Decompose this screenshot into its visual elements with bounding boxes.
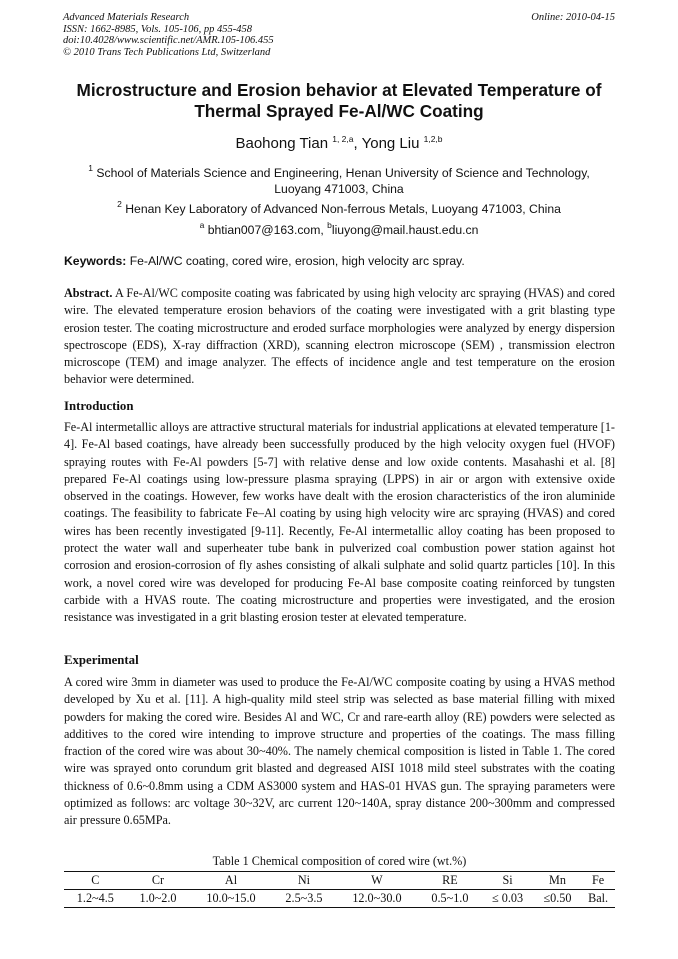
- abstract-label: Abstract.: [64, 286, 113, 300]
- table-row: [64, 890, 615, 908]
- author-2-name: Yong Liu: [361, 135, 420, 152]
- experimental-heading: Experimental: [64, 653, 139, 667]
- table-cell: Bal.: [588, 891, 609, 905]
- table-1-caption: Table 1 Chemical composition of cored wire (wt.%): [212, 854, 467, 868]
- chemical-composition-table: [64, 871, 615, 908]
- table-header-cell: Si: [502, 873, 513, 887]
- table-header-cell: Cr: [151, 873, 165, 887]
- email-b-marker: b: [327, 220, 332, 230]
- email-line: [40, 217, 638, 238]
- table-cell: 0.5~1.0: [431, 891, 469, 905]
- email-a[interactable]: bhtian007@163.com,: [207, 223, 328, 237]
- keywords: [64, 254, 615, 268]
- online-date: Online: 2010-04-15: [531, 12, 615, 23]
- table-cell: 1.0~2.0: [139, 891, 177, 905]
- keywords-label: Keywords:: [64, 254, 127, 268]
- issn-line: ISSN: 1662-8985, Vols. 105-106, pp 455-458: [63, 23, 252, 35]
- table-header-cell: Mn: [549, 873, 566, 887]
- affiliation-2: [40, 196, 638, 217]
- author-1-name: Baohong Tian: [235, 135, 329, 152]
- table-header-cell: Al: [224, 873, 238, 887]
- journal-header: [63, 12, 615, 58]
- table-header-row: [64, 872, 615, 890]
- author-separator: ,: [353, 135, 362, 152]
- affiliation-2-marker: 2: [117, 199, 122, 209]
- table-header-cell: RE: [442, 873, 458, 887]
- affiliation-1-line2: Luoyang 471003, China: [274, 182, 404, 196]
- affiliation-2-text: Henan Key Laboratory of Advanced Non-ferrous Metals, Luoyang 471003, China: [125, 202, 561, 216]
- table-cell: ≤0.50: [543, 891, 572, 905]
- table-cell: 1.2~4.5: [76, 891, 114, 905]
- table-cell: ≤ 0.03: [491, 891, 524, 905]
- table-cell: 2.5~3.5: [285, 891, 323, 905]
- journal-name: Advanced Materials Research: [63, 12, 190, 23]
- affiliation-1-line1: School of Materials Science and Engineering, Henan University of Science and Technology,: [96, 166, 590, 180]
- author-list: [40, 134, 638, 152]
- paper-title: [40, 80, 638, 122]
- table-header-cell: Fe: [592, 873, 605, 887]
- introduction-text: Fe-Al intermetallic alloys are attractive structural materials for industrial applications at elevated temperature [1-4]. Fe-Al based coatings, have already been successfully produced by the high velocity oxygen fuel (HVOF) spraying routes with Fe-Al powders [5-7] with relative dense and low oxide contents. Masahashi et al. [8] prepared Fe-Al coatings using low-pressure plasma spraying (LPPS) in air or argon with extensive oxide observed in the coatings. However, few works have dealt with the erosion characteristics of the iron aluminide coatings. The feasibility to fabricate Fe–Al coating by using high velocity wire arc spraying (HVAS) and cored wires has been recently investigated [9-11]. Recently, Fe-Al intermetallic alloy coating has been proposed to protect the water wall and superheater tube bank in pulverized coal combustion power station against hot corrosion and erosion-corrosion of fly ashes consisting of alkali sulphate and solid quartz particles [10]. In this work, a novel cored wire was developed for producing Fe-Al base composite coating reinforced by tungsten carbide with a HVAS route. The coating microstructure and properties were investigated, and the erosion resistance was investigated in a grit blasting erosion tester at elevated temperature.: [64, 420, 615, 625]
- title-line-2: Thermal Sprayed Fe-Al/WC Coating: [194, 101, 484, 121]
- affiliation-1: [40, 160, 638, 197]
- table-cell: 10.0~15.0: [206, 891, 256, 905]
- affiliation-1-marker: 1: [88, 163, 93, 173]
- experimental-text: A cored wire 3mm in diameter was used to produce the Fe-Al/WC composite coating by using a HVAS method developed by Xu et al. [11]. A high-quality mild steel strip was selected as base material filling with mixed powders for making the cored wire. Besides Al and WC, Cr and rare-earth alloy (RE) powders were selected as additives to the cored wire intending to improve structure and properties of the coatings. The mass filling fraction of the cored wire was about 30~40%. The namely chemical composition is listed in Table 1. The cored wire was sprayed onto corundum grit blasted and degreased AISI 1018 mild steel substrates with the coating thickness of 0.6~0.8mm using a CDM AS3000 system and HAS-01 HVAS gun. The spraying parameters were optimized as follows: arc voltage 30~32V, arc current 120~140A, spray distance 200~300mm and compressed air pressure 0.65MPa.: [64, 675, 615, 828]
- email-b[interactable]: liuyong@mail.haust.edu.cn: [331, 223, 479, 237]
- table-header-cell: Ni: [297, 873, 311, 887]
- abstract: [64, 285, 615, 389]
- keywords-text: Fe-Al/WC coating, cored wire, erosion, high velocity arc spray.: [126, 254, 465, 268]
- author-1-affil: 1, 2,a: [332, 134, 354, 144]
- table-header-cell: W: [371, 873, 383, 887]
- copyright-line: © 2010 Trans Tech Publications Ltd, Switzerland: [63, 46, 271, 58]
- table-header-cell: C: [91, 873, 100, 887]
- author-2-affil: 1,2,b: [423, 134, 443, 144]
- doi-line: doi:10.4028/www.scientific.net/AMR.105-106.455: [63, 35, 274, 46]
- title-line-1: Microstructure and Erosion behavior at Elevated Temperature of: [76, 80, 602, 100]
- table-cell: 12.0~30.0: [352, 891, 402, 905]
- abstract-text: A Fe-Al/WC composite coating was fabricated by using high velocity arc spraying (HVAS) and cored wire. The elevated temperature erosion behaviors of the coating were investigated with a grit blasting type erosion tester. The coating microstructure and eroded surface morphologies were analyzed by energy dispersion spectroscope (EDS), X-ray diffraction (XRD), scanning electron microscope (SEM) , transmission electron microscope (TEM) and image analyzer. The effects of incidence angle and test temperature on the erosion behavior were determined.: [64, 286, 615, 387]
- email-a-marker: a: [199, 220, 205, 230]
- introduction-heading: Introduction: [64, 399, 134, 413]
